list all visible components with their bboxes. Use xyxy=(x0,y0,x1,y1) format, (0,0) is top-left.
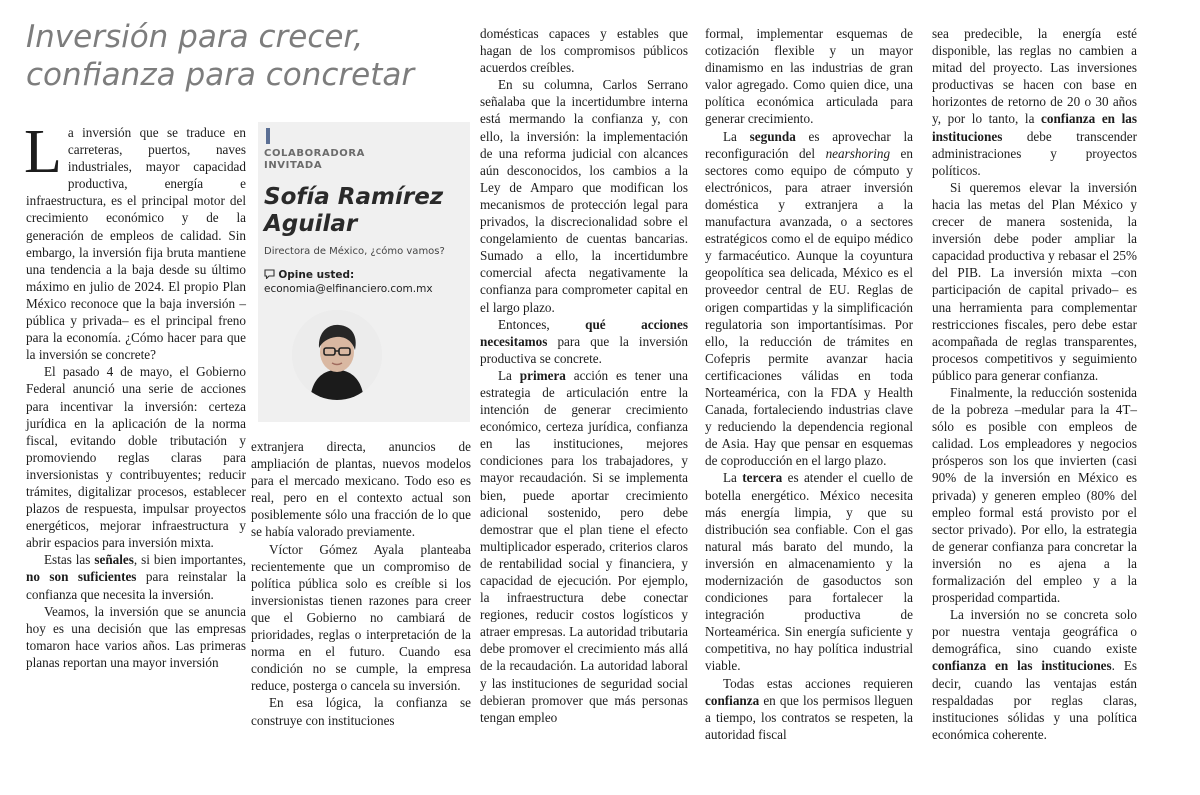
column-1 xyxy=(24,118,246,671)
paragraph-11 xyxy=(705,469,913,674)
p3-text-a: Estas las xyxy=(44,552,95,568)
author-name-line-1: Sofía Ramírez xyxy=(264,184,444,210)
p12-text-a: Todas estas acciones requieren xyxy=(723,675,913,691)
column-3 xyxy=(480,25,688,726)
p11-bold-tercera: tercera xyxy=(742,470,783,486)
paragraph-1 xyxy=(24,118,246,363)
p8-text-a: Entonces, xyxy=(498,316,586,332)
column-4 xyxy=(705,25,913,743)
p3-bold-senales: señales xyxy=(94,552,134,568)
column-5 xyxy=(932,25,1137,743)
p10-italic-nearshoring: nearshoring xyxy=(825,145,891,161)
paragraph-1-text: a inversión que se traduce en carreteras, puertos, naves industriales, mayor capacidad productiva, energía e infraestructura, es el principal motor del crecimiento económico y de la generación de empleos de calidad. Sin embargo, la inversión fija bruta mantiene una tendencia a la baja desde su último máximo en julio de 2024. El propio Plan México reconoce que la baja inversión –pública y privada– es el principal freno para la economía. ¿Cómo hacer para que la inversión se concrete? xyxy=(26,125,246,363)
p12-bold-confianza: confianza xyxy=(705,692,760,708)
author-photo xyxy=(292,310,382,400)
speech-bubble-icon xyxy=(264,269,278,281)
paragraph-5: Víctor Gómez Ayala planteaba recientemente que un compromiso de política pública solo es creíble si los inversionistas tienen razones para creer que el Gobierno no cambiará de prioridades, reglas o interpretación de la norma en el futuro. Cuando esa condición no se cumple, la empresa reduce, posterga o cancela su inversión. xyxy=(251,541,471,694)
p15-bold: confianza en las instituciones xyxy=(932,658,1112,674)
p10-text-e: en sectores como equipo de cómputo y electrónicos, para atraer inversión doméstica y extranjera a la manufactura avanzada, o a sectores estratégicos como el de equipo médico y farmacéutico. Aunque la coyuntura geopolítica sea delicada, México es el proveedor central de EU. Reglas de origen compartidas y la simplificación regulatoria son importantísimas. Por ello, la reducción de trámites en Cofepris permite avanzar hacia certificaciones válidas en toda Norteamérica, con la FDA y Health Canada, fortaleciendo industrias clave y reduciendo la dependencia regional de Asia. Hay que pensar en esquemas de coproducción en el largo plazo. xyxy=(705,145,913,469)
byline-tag xyxy=(264,148,365,172)
headline-line-2: confianza para concretar xyxy=(26,57,415,93)
author-name-line-2: Aguilar xyxy=(264,211,358,237)
p3-text-c: , si bien importantes, xyxy=(133,552,246,568)
paragraph-9-continued: formal, implementar esquemas de cotización flexible y un mayor dinamismo en las industrias de gran valor agregado. Como quien dice, una política económica articulada para generar crecimiento. xyxy=(705,26,913,127)
byline-tag-line-2: INVITADA xyxy=(264,160,323,171)
paragraph-15 xyxy=(932,606,1137,743)
paragraph-12-continued xyxy=(932,25,1137,179)
p3-bold-no-suficientes: no son suficientes xyxy=(26,569,137,585)
byline-tag-line-1: COLABORADORA xyxy=(264,148,365,159)
opine-block xyxy=(264,268,433,296)
byline-accent-bar xyxy=(266,128,270,144)
p9-text-c: acción es tener una estrategia de articulación entre la intención de generar crecimiento económico, certeza jurídica, confianza en las instituciones, mejores condiciones para los trabajadores, y mayor recaudación. Si se implementa bien, puede aportar crecimiento adicional sostenido, pero debe demostrar que el plan tiene el efecto multiplicador esperado, criterios claros de rentabilidad social y financiera, y capacidad de ejecución. Por ejemplo, la infraestructura debe conectar regiones, reducir costos logísticos y atraer empresas. La autoridad tributaria debe promover el crecimiento más allá de la recaudación. La autoridad laboral y las instituciones de seguridad social debieran promover que más personas tengan empleo xyxy=(480,367,688,725)
p12c-text-a: sea predecible, la energía esté disponible, las reglas no cambien a mitad del proyecto. Las inversiones productivas se hacen con base en horizontes de retorno de 20 o 30 años y, por lo tanto, la xyxy=(932,26,1137,127)
paragraph-7: En su columna, Carlos Serrano señalaba que la incertidumbre interna está mermando la confianza y, con ello, la inversión: la implementación de una reforma judicial con alcances aún desconocidos, los cambios a la Ley de Amparo que modifican los mecanismos de protección legal para privados, la discrecionalidad sobre el congelamiento de cuentas bancarias. Sumado a ello, la incertidumbre comercial afecta negativamente la confianza para comprometer capital en el largo plazo. xyxy=(480,77,688,315)
p11-text-c: es atender el cuello de botella energético. México necesita más energía limpia, y que su distribución sea confiable. Con el gas natural más barato del mundo, la inversión en almacenamiento y la modernización de gasoductos son condiciones para fortalecer la integración productiva de Norteamérica. Sin energía suficiente y competitiva, no hay política industrial viable. xyxy=(705,470,913,674)
p10-text-c: es aprovechar la reconfiguración del xyxy=(705,128,913,161)
headline-line-1: Inversión para crecer, xyxy=(26,19,364,55)
p10-text-a: La xyxy=(723,128,750,144)
p12c-bold: confianza en las instituciones xyxy=(932,111,1137,144)
author-name xyxy=(264,184,464,238)
paragraph-12 xyxy=(705,675,913,743)
paragraph-13: Si queremos elevar la inversión hacia las metas del Plan México y crecer de manera sostenida, la inversión debe poder ampliar la capacidad productiva y rebasar el 25% del PIB. La inversión mixta –con participación de capital privado– es una herramienta para complementar restricciones fiscales, pero debe estar acompañada de reglas transparentes, procesos competitivos y seguimiento público para generar confianza. xyxy=(932,179,1137,383)
paragraph-9 xyxy=(480,367,688,726)
p15-text-a: La inversión no se concreta solo por nuestra ventaja geográfica o demográfica, sino cuando existe xyxy=(932,607,1137,657)
column-2 xyxy=(251,438,471,729)
p12c-text-c: debe transcender administraciones y proyectos políticos. xyxy=(932,128,1137,178)
paragraph-3 xyxy=(26,551,246,602)
p15-text-c: . Es decir, cuando las ventajas están respaldadas por reglas claras, instituciones sólidas y una política económica coherente. xyxy=(932,658,1137,742)
paragraph-2: El pasado 4 de mayo, el Gobierno Federal anunció una serie de acciones para incentivar la inversión: certeza jurídica en la aplicación de la norma fiscal, evitando doble tributación y promoviendo reglas claras para inversionistas y contribuyentes; reducir trámites, digitalizar procesos, establecer plazos de respuesta, impulsar proyectos energéticos, mejorar infraestructura y abrir espacios para inversión mixta. xyxy=(26,364,246,551)
paragraph-14: Finalmente, la reducción sostenida de la pobreza –medular para la 4T– sólo es posible con empleos de calidad. Los empleadores y negocios prósperos son los que invierten (casi 90% de la inversión en México es privada) y generen empleo (80% del empleo formal está provisto por el sector privado). Por ello, la estrategia de generar confianza para concretar la inversión no es ajena a la formalización del empleo y a la prosperidad compartida. xyxy=(932,384,1137,606)
paragraph-10 xyxy=(705,128,913,470)
p12-text-c: en que los permisos lleguen a tiempo, los contratos se respeten, la autoridad fiscal xyxy=(705,692,913,742)
opine-label: Opine usted: xyxy=(278,269,355,281)
paragraph-6-continued: domésticas capaces y estables que hagan de los compromisos públicos acuerdos creíbles. xyxy=(480,26,688,76)
p3-text-e: para reinstalar la confianza que necesita la inversión. xyxy=(26,569,246,602)
p8-text-c: para que la inversión productiva se concrete. xyxy=(480,333,688,366)
paragraph-6: En esa lógica, la confianza se construye con instituciones xyxy=(251,695,471,728)
paragraph-8 xyxy=(480,316,688,367)
headline xyxy=(26,18,466,94)
p9-text-a: La xyxy=(498,367,520,383)
paragraph-4-continued: extranjera directa, anuncios de ampliación de plantas, nuevos modelos para el mercado mexicano. Todo eso es real, pero en el contexto actual son posiblemente sólo una fracción de lo que se había valorado previamente. xyxy=(251,439,471,540)
drop-cap: L xyxy=(24,118,62,186)
author-role: Directora de México, ¿cómo vamos? xyxy=(264,246,445,257)
p8-bold: qué acciones necesitamos xyxy=(480,316,689,349)
author-email[interactable]: economia@elfinanciero.com.mx xyxy=(264,283,433,295)
p9-bold-primera: primera xyxy=(519,367,566,383)
p10-bold-segunda: segunda xyxy=(749,128,796,144)
p11-text-a: La xyxy=(723,470,743,486)
paragraph-4: Veamos, la inversión que se anuncia hoy es una decisión que las empresas tomaron hace varios años. Las primeras planas reportan una mayor inversión xyxy=(26,603,246,670)
